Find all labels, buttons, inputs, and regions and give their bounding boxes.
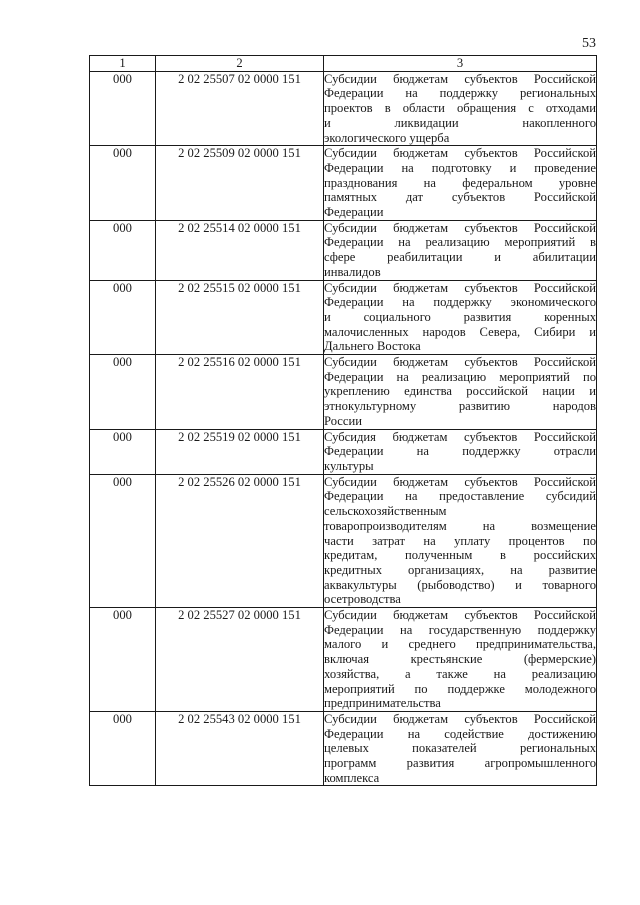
budget-code-cell: 2 02 25509 02 0000 151 [156,146,324,221]
description-line: Федерации [324,205,384,220]
description-line: и социального развития коренных [324,309,596,324]
table-row [90,429,597,474]
description-line: Субсидии бюджетам субъектов Российской [324,71,596,86]
table-row [90,146,597,221]
description-text [324,712,596,786]
description-line: Федерации на поддержку региональных [324,86,596,101]
description-line: культуры [324,458,374,473]
description-text [324,430,596,474]
description-line: комплекса [324,770,380,785]
description-line: сельскохозяйственным [324,504,447,519]
description-line: Субсидии бюджетам субъектов Российской [324,474,596,489]
description-line: Субсидия бюджетам субъектов Российской [324,429,596,444]
description-cell [324,355,597,430]
admin-code-cell: 000 [90,429,156,474]
budget-classification-table [89,55,597,786]
description-line: Субсидии бюджетам субъектов Российской [324,220,596,235]
description-line: проектов в области обращения с отходами [324,101,596,116]
description-line: Дальнего Востока [324,339,421,354]
table-row [90,220,597,280]
admin-code-cell: 000 [90,608,156,712]
budget-code-cell: 2 02 25507 02 0000 151 [156,71,324,146]
admin-code-cell: 000 [90,146,156,221]
description-line: Субсидии бюджетам субъектов Российской [324,280,596,295]
description-cell [324,71,597,146]
description-line: малого и среднего предпринимательства, [324,637,596,652]
description-line: Федерации на содействие достижению [324,726,596,741]
table-row [90,608,597,712]
admin-code-cell: 000 [90,220,156,280]
description-cell [324,608,597,712]
description-cell [324,280,597,355]
budget-code-cell: 2 02 25514 02 0000 151 [156,220,324,280]
table-header [90,56,597,72]
description-line: включая крестьянские (фермерские) [324,652,596,667]
admin-code-cell: 000 [90,474,156,607]
description-line: мероприятий по поддержке молодежного [324,681,596,696]
description-cell [324,711,597,786]
description-line: Федерации на реализацию мероприятий по [324,369,596,384]
budget-code-cell: 2 02 25516 02 0000 151 [156,355,324,430]
table-body [90,71,597,786]
budget-code-cell: 2 02 25527 02 0000 151 [156,608,324,712]
description-line: товаропроизводителям на возмещение [324,518,596,533]
description-line: части затрат на уплату процентов по [324,533,596,548]
column-header-3: 3 [324,56,597,72]
description-line: укреплению единства российской нации и [324,384,596,399]
budget-code-cell: 2 02 25526 02 0000 151 [156,474,324,607]
page-number: 53 [582,36,596,51]
description-text [324,355,596,429]
table-row [90,71,597,146]
description-line: сфере реабилитации и абилитации [324,250,596,265]
table-row [90,280,597,355]
admin-code-cell: 000 [90,71,156,146]
description-line: Федерации на реализацию мероприятий в [324,235,596,250]
description-line: Субсидии бюджетам субъектов Российской [324,146,596,161]
description-text [324,475,596,607]
description-line: Федерации на подготовку и проведение [324,160,596,175]
description-line: предпринимательства [324,696,441,711]
description-line: аквакультуры (рыбоводство) и товарного [324,577,596,592]
description-line: и ликвидации накопленного [324,115,596,130]
description-line: малочисленных народов Севера, Сибири и [324,324,596,339]
description-text [324,72,596,146]
description-line: программ развития агропромышленного [324,756,596,771]
description-text [324,608,596,711]
admin-code-cell: 000 [90,711,156,786]
description-cell [324,220,597,280]
description-text [324,281,596,355]
admin-code-cell: 000 [90,280,156,355]
description-line: Федерации на предоставление субсидий [324,489,596,504]
header-row [90,56,597,72]
description-cell [324,429,597,474]
column-header-2: 2 [156,56,324,72]
budget-code-cell: 2 02 25515 02 0000 151 [156,280,324,355]
description-text [324,221,596,280]
description-line: Федерации на поддержку экономического [324,295,596,310]
description-line: кредитам, полученным в российских [324,548,596,563]
description-line: памятных дат субъектов Российской [324,190,596,205]
table-row [90,711,597,786]
description-line: этнокультурному развитию народов [324,399,596,414]
column-header-1: 1 [90,56,156,72]
description-line: целевых показателей региональных [324,741,596,756]
description-line: Субсидии бюджетам субъектов Российской [324,608,596,623]
description-line: экологического ущерба [324,130,450,145]
description-line: инвалидов [324,264,381,279]
description-line: России [324,413,362,428]
admin-code-cell: 000 [90,355,156,430]
description-line: Федерации на государственную поддержку [324,622,596,637]
description-line: хозяйства, а также на реализацию [324,666,596,681]
description-cell [324,474,597,607]
description-line: кредитных организациях, на развитие [324,562,596,577]
description-line: Субсидии бюджетам субъектов Российской [324,355,596,370]
description-cell [324,146,597,221]
description-line: осетроводства [324,592,401,607]
description-line: Федерации на поддержку отрасли [324,444,596,459]
description-line: празднования на федеральном уровне [324,175,596,190]
budget-code-cell: 2 02 25519 02 0000 151 [156,429,324,474]
table-row [90,355,597,430]
description-line: Субсидии бюджетам субъектов Российской [324,711,596,726]
table-row [90,474,597,607]
budget-code-cell: 2 02 25543 02 0000 151 [156,711,324,786]
description-text [324,146,596,220]
